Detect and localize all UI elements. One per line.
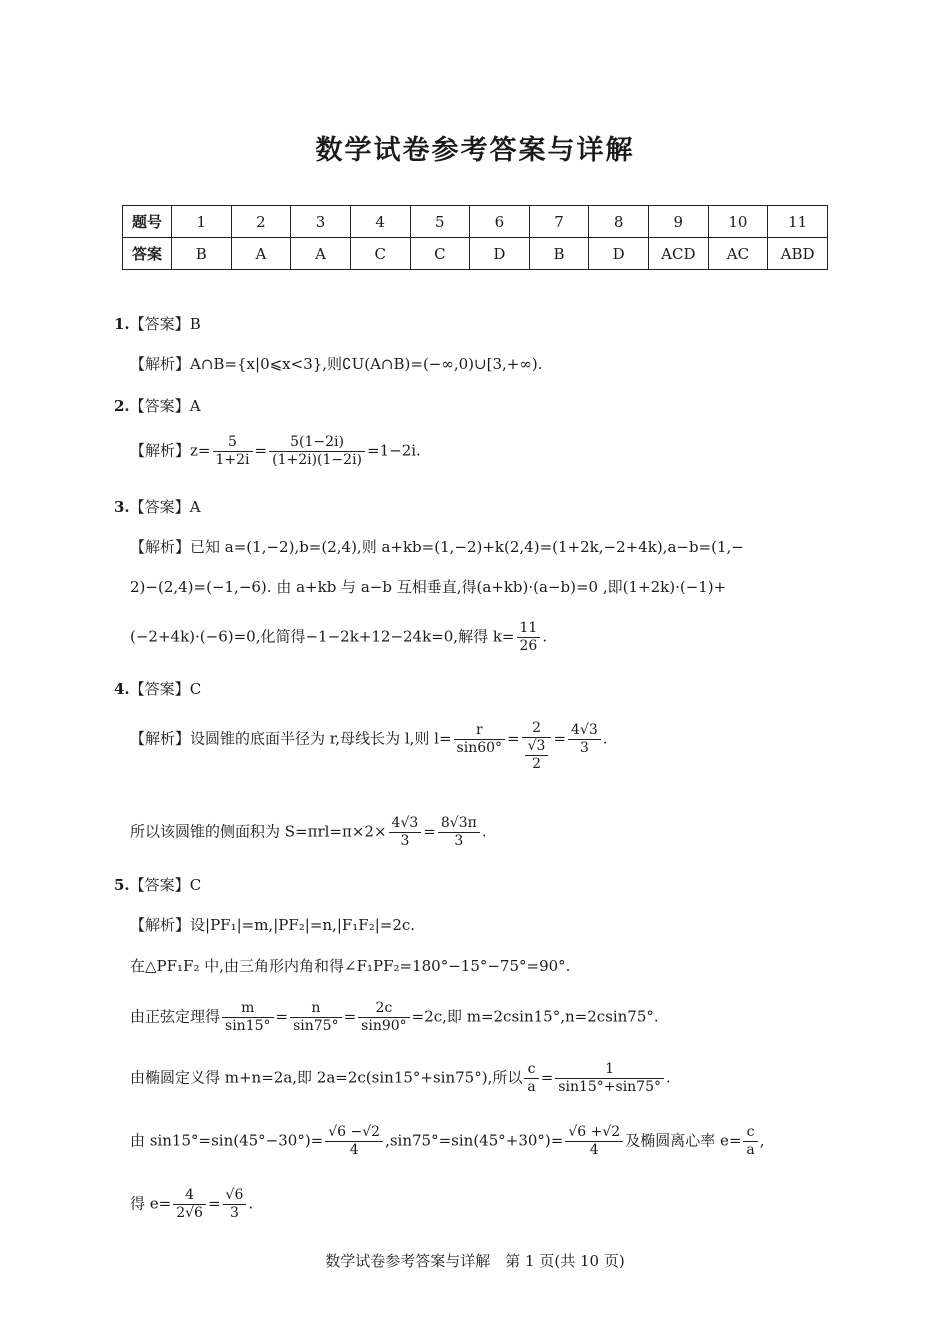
fraction-numerator: 4 bbox=[173, 1187, 206, 1205]
q3-analysis-line-3: (−2+4k)·(−6)=0,化简得−1−2k+12−24k=0,解得 k= $\frac{11}{26}$ . bbox=[130, 620, 548, 654]
q3-answer-line bbox=[114, 496, 201, 517]
q5-analysis-line-3: 由正弦定理得 $\frac{m}{\sin 15^\circ}$ = $\frac{n}{\sin 75^\circ}$ = $\frac{2c}{\sin 90^\circ}$ =2c,即 m=2csin15°,n=2csin75°. bbox=[130, 1000, 659, 1034]
analysis-text: 设|PF₁|=m,|PF₂|=n,|F₁F₂|=2c. bbox=[190, 916, 416, 934]
fraction-denominator: (1+2i)(1−2i) bbox=[272, 452, 363, 468]
analysis-text: 所以该圆锥的侧面积为 S=πrl=π×2× bbox=[130, 822, 387, 841]
fraction-numerator: 11 bbox=[517, 620, 541, 638]
fraction-denominator: 3 bbox=[230, 1205, 239, 1221]
fraction-denominator: a bbox=[527, 1079, 536, 1095]
fraction bbox=[743, 1124, 757, 1159]
table-cell: AC bbox=[708, 238, 768, 270]
answer-table-answer-row bbox=[123, 238, 828, 270]
table-cell: B bbox=[529, 238, 589, 270]
fraction-denominator bbox=[522, 738, 552, 773]
table-cell: 6 bbox=[470, 206, 530, 238]
fraction-numerator: m bbox=[222, 1000, 274, 1018]
q5-analysis-line-1 bbox=[130, 914, 415, 935]
answer-value: A bbox=[189, 397, 201, 415]
fraction-denominator: 4 bbox=[349, 1142, 359, 1158]
fraction bbox=[269, 434, 365, 469]
fraction bbox=[565, 1124, 623, 1159]
q4-analysis-line-2: 所以该圆锥的侧面积为 S=πrl=π×2× $\frac{4√3}{3}$ = $\frac{8√3\pi}{3}$ . bbox=[130, 815, 487, 849]
fraction-numerator: 8√3π bbox=[438, 815, 480, 833]
inner-fraction bbox=[525, 738, 549, 773]
fraction-numerator: n bbox=[290, 1000, 342, 1018]
question-number: 3. bbox=[114, 498, 130, 516]
fraction-numerator: 2 bbox=[522, 720, 552, 738]
formula-text: z= bbox=[190, 441, 211, 460]
fraction bbox=[568, 722, 601, 757]
fraction-denominator: a bbox=[746, 1142, 755, 1158]
fraction-denominator: 3 bbox=[400, 833, 410, 849]
fraction-numerator: 5 bbox=[213, 434, 253, 452]
q4-answer-line bbox=[114, 678, 201, 699]
fraction bbox=[173, 1187, 206, 1222]
fraction-numerator: 4√3 bbox=[389, 815, 422, 833]
fraction bbox=[524, 1061, 538, 1096]
table-cell: D bbox=[589, 238, 649, 270]
table-cell: 1 bbox=[172, 206, 232, 238]
analysis-text: ,sin75°=sin(45°+30°)= bbox=[385, 1131, 564, 1150]
q1-answer-line bbox=[114, 313, 201, 334]
fraction bbox=[555, 1061, 664, 1096]
question-number: 5. bbox=[114, 876, 130, 894]
page-footer: 数学试卷参考答案与详解 第 1 页(共 10 页) bbox=[325, 1252, 625, 1270]
fraction-numerator: √3 bbox=[525, 738, 549, 756]
answer-value: C bbox=[189, 876, 202, 894]
answer-tag: 【答案】 bbox=[129, 680, 190, 698]
analysis-text: 由椭圆定义得 m+n=2a,即 2a=2c(sin15°+sin75°),所以 bbox=[130, 1068, 523, 1087]
analysis-tag: 【解析】 bbox=[130, 441, 191, 460]
answer-value: C bbox=[189, 680, 202, 698]
table-head-number: 题号 bbox=[123, 206, 172, 238]
fraction bbox=[223, 1187, 247, 1222]
table-head-answer: 答案 bbox=[123, 238, 172, 270]
q3-analysis-line-2: 2)−(2,4)=(−1,−6). 由 a+kb 与 a−b 互相垂直,得(a+kb)·(a−b)=0 ,即(1+2k)·(−1)+ bbox=[130, 578, 727, 596]
fraction-numerator: 4√3 bbox=[568, 722, 601, 740]
fraction bbox=[213, 434, 253, 469]
fraction-denominator: sin60° bbox=[456, 740, 503, 756]
q2-answer-line bbox=[114, 395, 201, 416]
q5-analysis-line-4: 由椭圆定义得 m+n=2a,即 2a=2c(sin15°+sin75°),所以 $\frac{c}{a}$ = $\frac{1}{\sin 15^\circ+\sin 75^\circ}$ . bbox=[130, 1061, 671, 1095]
fraction-numerator: c bbox=[524, 1061, 538, 1079]
q5-answer-line bbox=[114, 874, 201, 895]
fraction-numerator: √6 −√2 bbox=[325, 1124, 383, 1142]
table-cell: B bbox=[172, 238, 232, 270]
analysis-tag: 【解析】 bbox=[130, 729, 191, 748]
analysis-text: (−2+4k)·(−6)=0,化简得−1−2k+12−24k=0,解得 k= bbox=[130, 627, 515, 646]
table-cell: 8 bbox=[589, 206, 649, 238]
answer-tag: 【答案】 bbox=[129, 397, 190, 415]
analysis-tag: 【解析】 bbox=[130, 538, 191, 556]
fraction-denominator: sin75° bbox=[293, 1018, 339, 1034]
fraction-denominator: 1+2i bbox=[215, 452, 250, 468]
analysis-text: =2c,即 m=2csin15°,n=2csin75°. bbox=[411, 1007, 659, 1026]
analysis-tag: 【解析】 bbox=[130, 916, 191, 934]
fraction-denominator: 3 bbox=[454, 833, 464, 849]
answer-value: B bbox=[189, 315, 201, 333]
answer-value: A bbox=[189, 498, 201, 516]
fraction bbox=[438, 815, 480, 850]
q5-analysis-line-2: 在△PF₁F₂ 中,由三角形内角和得∠F₁PF₂=180°−15°−75°=90°. bbox=[130, 957, 571, 975]
fraction bbox=[389, 815, 422, 850]
table-cell: A bbox=[231, 238, 291, 270]
table-cell: ABD bbox=[768, 238, 828, 270]
q1-analysis-line bbox=[130, 353, 542, 374]
fraction-denominator: 4 bbox=[589, 1142, 599, 1158]
q4-analysis-line-1: 【解析】设圆锥的底面半径为 r,母线长为 l,则 l= $\frac{r}{\sin 60^\circ}$ = $\frac{2}{\frac{√3}{2}}$ = $\frac{4√3}{3}$ . bbox=[130, 720, 608, 772]
fraction bbox=[290, 1000, 342, 1035]
fraction-denominator: 3 bbox=[579, 740, 589, 756]
table-cell: C bbox=[350, 238, 410, 270]
fraction bbox=[454, 722, 506, 757]
fraction-numerator: c bbox=[743, 1124, 757, 1142]
table-cell: C bbox=[410, 238, 470, 270]
fraction-numerator: r bbox=[454, 722, 506, 740]
fraction-numerator: 1 bbox=[555, 1061, 664, 1079]
fraction-denominator: 2 bbox=[532, 756, 541, 772]
table-cell: 5 bbox=[410, 206, 470, 238]
compound-fraction bbox=[522, 720, 552, 773]
analysis-text: 得 e= bbox=[130, 1194, 172, 1213]
table-cell: ACD bbox=[649, 238, 709, 270]
fraction-denominator: sin15° bbox=[225, 1018, 271, 1034]
table-cell: A bbox=[291, 238, 351, 270]
table-cell: 7 bbox=[529, 206, 589, 238]
page-title: 数学试卷参考答案与详解 bbox=[315, 135, 635, 166]
fraction-numerator: √6 +√2 bbox=[565, 1124, 623, 1142]
table-cell: D bbox=[470, 238, 530, 270]
table-cell: 11 bbox=[768, 206, 828, 238]
answer-tag: 【答案】 bbox=[129, 498, 190, 516]
q3-analysis-line-1 bbox=[130, 536, 744, 557]
question-number: 1. bbox=[114, 315, 130, 333]
fraction bbox=[358, 1000, 410, 1035]
table-cell: 3 bbox=[291, 206, 351, 238]
q2-analysis-line: 【解析】z= $\frac{5}{1+2i}$ = $\frac{5(1-2i)}{(1+2i)(1-2i)}$ =1−2i. bbox=[130, 434, 421, 468]
analysis-text: 由 sin15°=sin(45°−30°)= bbox=[130, 1131, 324, 1150]
fraction bbox=[222, 1000, 274, 1035]
formula-text: =1−2i. bbox=[367, 441, 421, 460]
analysis-tag: 【解析】 bbox=[130, 355, 191, 373]
analysis-text: 及椭圆离心率 e= bbox=[625, 1131, 742, 1150]
fraction-denominator: sin90° bbox=[361, 1018, 407, 1034]
answer-table-number-row bbox=[123, 206, 828, 238]
fraction bbox=[325, 1124, 383, 1159]
fraction-denominator: 26 bbox=[519, 638, 538, 654]
fraction-denominator: 2√6 bbox=[176, 1205, 203, 1221]
analysis-text: 已知 a=(1,−2),b=(2,4),则 a+kb=(1,−2)+k(2,4)=(1+2k,−2+4k),a−b=(1,− bbox=[190, 538, 744, 556]
fraction bbox=[517, 620, 541, 655]
question-number: 4. bbox=[114, 680, 130, 698]
answer-tag: 【答案】 bbox=[129, 876, 190, 894]
q5-analysis-line-6: 得 e= $\frac{4}{2√6}$ = $\frac{√6}{3}$ . bbox=[130, 1187, 254, 1221]
fraction-denominator: sin15°+sin75° bbox=[558, 1079, 661, 1095]
table-cell: 9 bbox=[649, 206, 709, 238]
answer-table bbox=[122, 205, 828, 270]
fraction-numerator: 2c bbox=[358, 1000, 410, 1018]
question-number: 2. bbox=[114, 397, 130, 415]
q5-analysis-line-5: 由 sin15°=sin(45°−30°)= $\frac{√6 -√2}{4}$ ,sin75°=sin(45°+30°)= $\frac{√6 +√2}{4}$ 及椭圆离心率 e= $\frac{c}{a}$ , bbox=[130, 1124, 765, 1158]
analysis-text: 由正弦定理得 bbox=[130, 1007, 221, 1026]
fraction-numerator: √6 bbox=[223, 1187, 247, 1205]
analysis-text: A∩B={x|0⩽x<3},则∁U(A∩B)=(−∞,0)∪[3,+∞). bbox=[190, 355, 543, 373]
analysis-text: 设圆锥的底面半径为 r,母线长为 l,则 l= bbox=[190, 729, 452, 748]
answer-tag: 【答案】 bbox=[129, 315, 190, 333]
fraction-numerator: 5(1−2i) bbox=[269, 434, 365, 452]
table-cell: 4 bbox=[350, 206, 410, 238]
table-cell: 2 bbox=[231, 206, 291, 238]
table-cell: 10 bbox=[708, 206, 768, 238]
